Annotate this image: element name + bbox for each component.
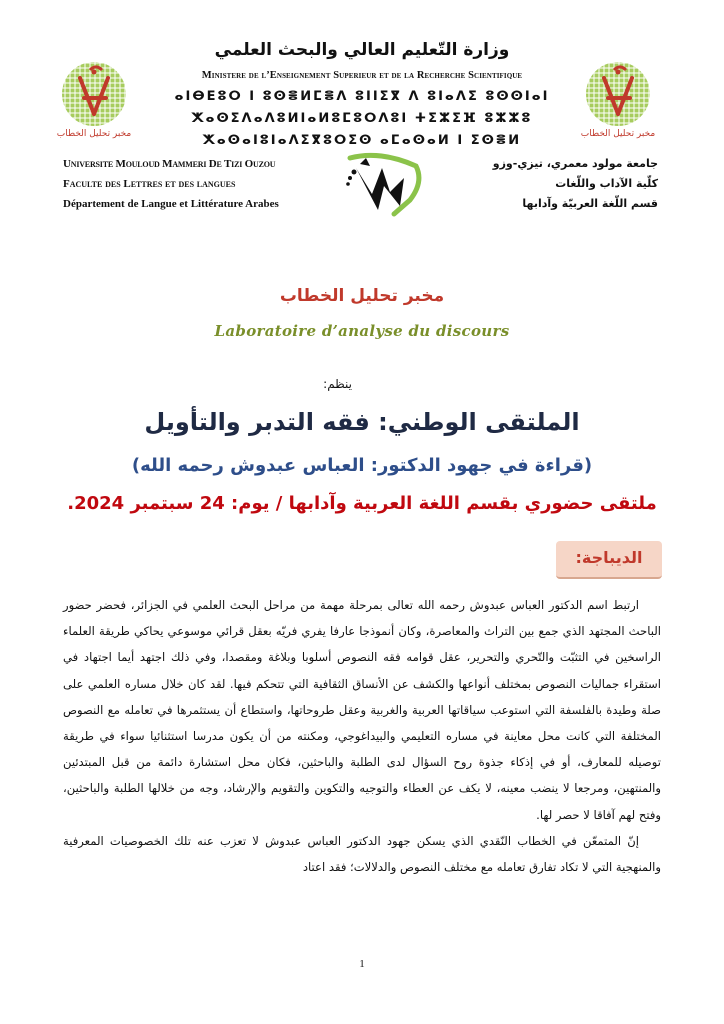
department-name-ar: قسم اللّغة العربيّة وآدابها — [522, 197, 658, 210]
university-emblem — [320, 148, 430, 224]
lab-logo-graphic — [50, 58, 138, 140]
emblem-graphic — [320, 148, 430, 224]
lab-logo-right — [574, 58, 662, 140]
university-info-ar — [493, 154, 658, 214]
preamble-paragraph-1: ارتبط اسم الدكتور العباس عبدوش رحمه الله تعالى بمرحلة مهمة من مراحل البحث العلمي في الجزائر، فحضر حضور الباحث المجتهد الذي جمع بين التراث والمعاصرة، وكان أنموذجا عارفا يفري فريّه بعقل قرائي موسوعي يحاكي طريقة العلماء الراسخين في التثبّت والتّحري والتحرير، عقل قوامه فقه النصوص أسلوبا وبلاغة ومقصدا، وفي ذلك اجتهد أيما اجتهاد في استقراء جماليات النصوص بمختلف أنواعها والكشف عن الأنساق الثقافية التي تتحكم فيها. لقد كان خلال مساره العلمي على صلة وطيدة بالفلسفة التي استوعب سياقاتها العربية والغربية وعقل طروحاتها، واستطاع أن يستثمرها في تعامله مع النصوص المختلفة التي كانت محل معاينة في مساره التعليمي والبيداغوجي، ومكنته من أن يكون مدرسا استثنائيا سواء في طريقة توصيله للمعارف، أو في إذكاء جذوة روح السؤال لدى الطلبة والباحثين، فكان محل استشارة دائمة من قبل المبتدئين والمنتهين، ومرجعا لا ينضب معينه، لا يكف عن العطاء والتوجيه والتكوين والتقويم والإرشاد، وجه من خلالها الطلبة والباحثين، وفتح لهم آفاقا لا حصر لها. — [63, 598, 661, 822]
preamble-heading-box — [556, 541, 662, 579]
lab-logo-left — [50, 58, 138, 140]
lab-title-fr: Laboratoire d’analyse du discours — [214, 322, 510, 340]
tifinagh-line-2: ⵅⴰⵙⵉⴷⴰⴷⵓⵍⵏⴰⵍⵓⵎⵓⵔⴷⵓⵏ ⵜⵉⵣⵉⴼ ⵓⵣⵣⵓ — [191, 111, 533, 126]
department-name-fr: Département de Langue et Littérature Arabes — [63, 198, 279, 210]
university-name-fr: Universite Mouloud Mammeri De Tizi Ouzou — [63, 158, 276, 170]
logo-caption: مخبر تحليل الخطاب — [580, 129, 656, 139]
university-name-ar: جامعة مولود معمري، تيزي-وزو — [492, 157, 658, 170]
lab-title-ar: مخبر تحليل الخطاب — [279, 286, 445, 306]
organizes-label: ينظم: — [323, 377, 352, 391]
preamble-heading: الديباجة: — [575, 548, 643, 567]
forum-subtitle: (قراءة في جهود الدكتور: العباس عبدوش رحمه الله) — [131, 455, 593, 476]
forum-title: الملتقى الوطني: فقه التدبر والتأويل — [144, 408, 580, 436]
university-info-fr — [63, 154, 279, 214]
tifinagh-line-1: ⴰⵏⴱⴹⵓⵔ ⵏ ⵓⵙⴻⵍⵎⴻⴷ ⵓⵏⵏⵉⴳ ⴷ ⵓⵏⴰⴷⵉ ⵓⵙⵙⵏⴰⵏ — [174, 89, 550, 104]
faculty-name-fr: Faculte des Lettres et des langues — [63, 178, 236, 190]
page-number: 1 — [359, 958, 365, 970]
logo-caption: مخبر تحليل الخطاب — [56, 129, 132, 139]
forum-date: ملتقى حضوري بقسم اللغة العربية وآدابها / يوم: 24 سبتمبر 2024. — [67, 493, 657, 514]
ministry-title-ar: وزارة التّعليم العالي والبحث العلمي — [214, 40, 510, 60]
lab-logo-graphic — [574, 58, 662, 140]
faculty-name-ar: كلّية الآداب واللّغات — [555, 177, 658, 190]
tifinagh-line-3: ⵅⴰⵙⴰⵏⵓⵏⴰⴷⵉⴳⵓⵔⵉⵙ ⴰⵎⴰⵙⴰⵍ ⵏ ⵉⵙⴻⵍ — [202, 133, 522, 148]
preamble-body — [63, 592, 661, 880]
ministry-title-fr: Ministere de l’Enseignement Superieur et de la Recherche Scientifique — [201, 70, 523, 81]
preamble-paragraph-2: إنّ المتمعّن في الخطاب النّقدي الذي يسكن جهود الدكتور العباس عبدوش لا تعزب عنه تلك الخصوصيات المعرفية والمنهجية التي لا تكاد تفارق تعامله مع مختلف النصوص والدلالات؛ فقد اعتاد — [63, 833, 661, 875]
